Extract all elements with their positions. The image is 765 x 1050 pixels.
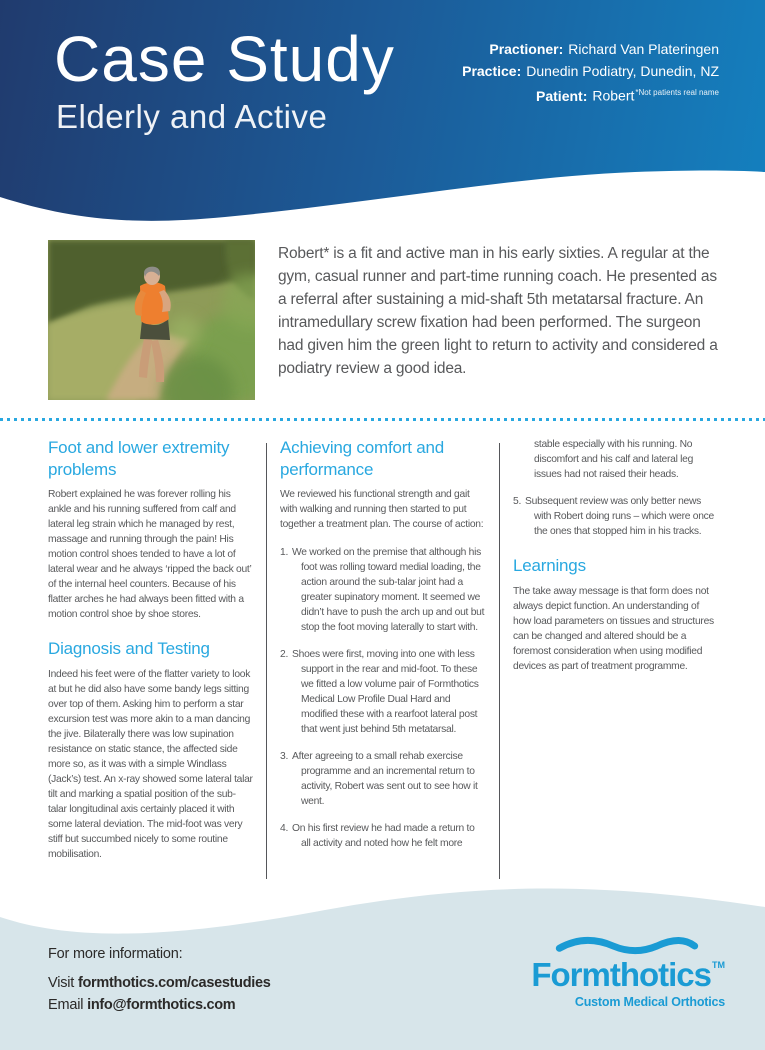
- patient-label: Patient:: [536, 87, 588, 104]
- item-3-number: 3.: [280, 751, 289, 763]
- page-subtitle: Elderly and Active: [56, 98, 328, 135]
- column-divider-2: [499, 443, 500, 879]
- foot-problems-body: Robert explained he was forever rolling his ankle and his running suffered from calf and lateral leg strain which he managed by rest, massage and running through the pain! His motion control shoes tended to have a lot of lateral wear and he always ‘ripped the back out’ of the internal heel counters. Because of his flatter arches he had always been fitted with a motion control shoe by shoe stores.: [48, 489, 252, 621]
- column-divider-1: [266, 443, 267, 879]
- email-line: [48, 994, 271, 1016]
- patient-value: Robert: [592, 87, 635, 104]
- learnings-body: The take away message is that form does not always depict function. An understanding of how load parameters on tissues and structures can be changed and altered should be a foremost consideration when using modified devices as part of treatment programme.: [513, 585, 714, 672]
- logo-tagline: Custom Medical Orthotics: [574, 995, 725, 1009]
- item-5-number: 5.: [513, 496, 522, 507]
- practice-line: [462, 60, 719, 82]
- footer-contact-block: [48, 946, 271, 1016]
- treatment-item-5: [513, 494, 719, 539]
- treatment-item-4-continuation: stable especially with his running. No discomfort and his calf and lateral leg issues had not raised their heads.: [534, 439, 694, 480]
- treatment-item-2: [280, 647, 486, 737]
- formthotics-logo: [529, 936, 725, 1009]
- email-prefix: Email: [48, 997, 88, 1013]
- item-1-number: 1.: [280, 547, 289, 559]
- trademark-symbol: TM: [712, 960, 725, 970]
- logo-wordmark: [529, 958, 725, 991]
- item-2-text: Shoes were first, moving into one with less support in the rear and mid-foot. To these we fitted a low volume pair of Formthotics Medical Low Profile Dual Hard and modified these with a rearfoot lateral post that went just behind 5th metatarsal.: [292, 649, 479, 736]
- heading-learnings: Learnings: [513, 556, 586, 575]
- item-2-number: 2.: [280, 649, 289, 661]
- diagnosis-body: Indeed his feet were of the flatter variety to look at but he did also have some bandy legs sitting over top of them. Asking him to perform a star excursion test was more akin to a man dancing the jive. Bilaterally there was low supination resistance on static stance, the affected side more so, as it was with a simple Windlass (Jack’s) test. An x-ray showed some lateral talar tilt and marking a spatial position of the sub-talar longitudinal axis certainly placed it with some lateral deviation. The mid-foot was very stiff but succumbed nicely to some routine mobilisation.: [48, 668, 253, 860]
- email-link[interactable]: info@formthotics.com: [87, 997, 236, 1013]
- visit-line: [48, 972, 271, 994]
- intro-paragraph: Robert* is a fit and active man in his early sixties. A regular at the gym, casual runner and part-time running coach. He presented as a referral after sustaining a mid-shaft 5th metatarsal fracture. An intramedullary screw fixation had been performed. The surgeon had given him the green light to return to activity and considered a podiatry review a good idea.: [278, 245, 718, 377]
- logo-wordmark-text: Formthotics: [531, 956, 711, 993]
- column-treatment: [280, 437, 486, 879]
- column-learnings: [513, 437, 719, 879]
- treatment-lead: We reviewed his functional strength and gait with walking and running then started to put together a treatment plan. The course of action:: [280, 489, 484, 531]
- case-meta: [462, 38, 719, 107]
- formthotics-wave-icon: [532, 936, 722, 956]
- header-banner: [0, 0, 765, 232]
- treatment-item-1: [280, 545, 486, 635]
- runner-photo: [48, 240, 255, 400]
- page-title: Case Study: [54, 23, 395, 95]
- item-3-text: After agreeing to a small rehab exercise programme and an incremental return to activity, Robert was sent out to see how it went.: [292, 751, 478, 808]
- heading-foot-problems: Foot and lower extremity problems: [48, 438, 230, 479]
- visit-prefix: Visit: [48, 975, 78, 991]
- heading-achieving-comfort: Achieving comfort and performance: [280, 438, 444, 479]
- casestudies-link[interactable]: formthotics.com/casestudies: [77, 975, 271, 991]
- practitioner-line: [462, 38, 719, 60]
- heading-diagnosis: Diagnosis and Testing: [48, 639, 210, 659]
- practice-value: Dunedin Podiatry, Dunedin, NZ: [526, 63, 719, 79]
- item-4-text: On his first review he had made a return to all activity and noted how he felt more: [292, 823, 475, 850]
- item-1-text: We worked on the premise that although his foot was rolling toward medial loading, the action around the sub-talar joint had a greater supinatory moment. It seemed we didn’t have to push the arch up and out but stop the foot moving laterally to start with.: [292, 547, 485, 634]
- column-foot-problems: [48, 437, 253, 879]
- header-wave-shape: [0, 161, 765, 233]
- patient-footnote: *Not patients real name: [635, 88, 719, 97]
- item-4-number: 4.: [280, 823, 289, 835]
- practice-label: Practice:: [462, 63, 522, 79]
- practitioner-value: Richard Van Plateringen: [568, 41, 719, 57]
- dotted-divider: [0, 418, 765, 421]
- treatment-item-4: [280, 821, 486, 851]
- item-5-text: Subsequent review was only better news with Robert doing runs – which were once the ones that stopped him in his tracks.: [525, 496, 714, 537]
- columns-section: [48, 437, 723, 879]
- intro-section: [48, 240, 723, 400]
- patient-line: [462, 82, 719, 107]
- practitioner-label: Practioner:: [489, 41, 564, 57]
- treatment-item-3: [280, 749, 486, 809]
- footer: [0, 880, 765, 1050]
- more-info-label: For more information:: [48, 946, 183, 962]
